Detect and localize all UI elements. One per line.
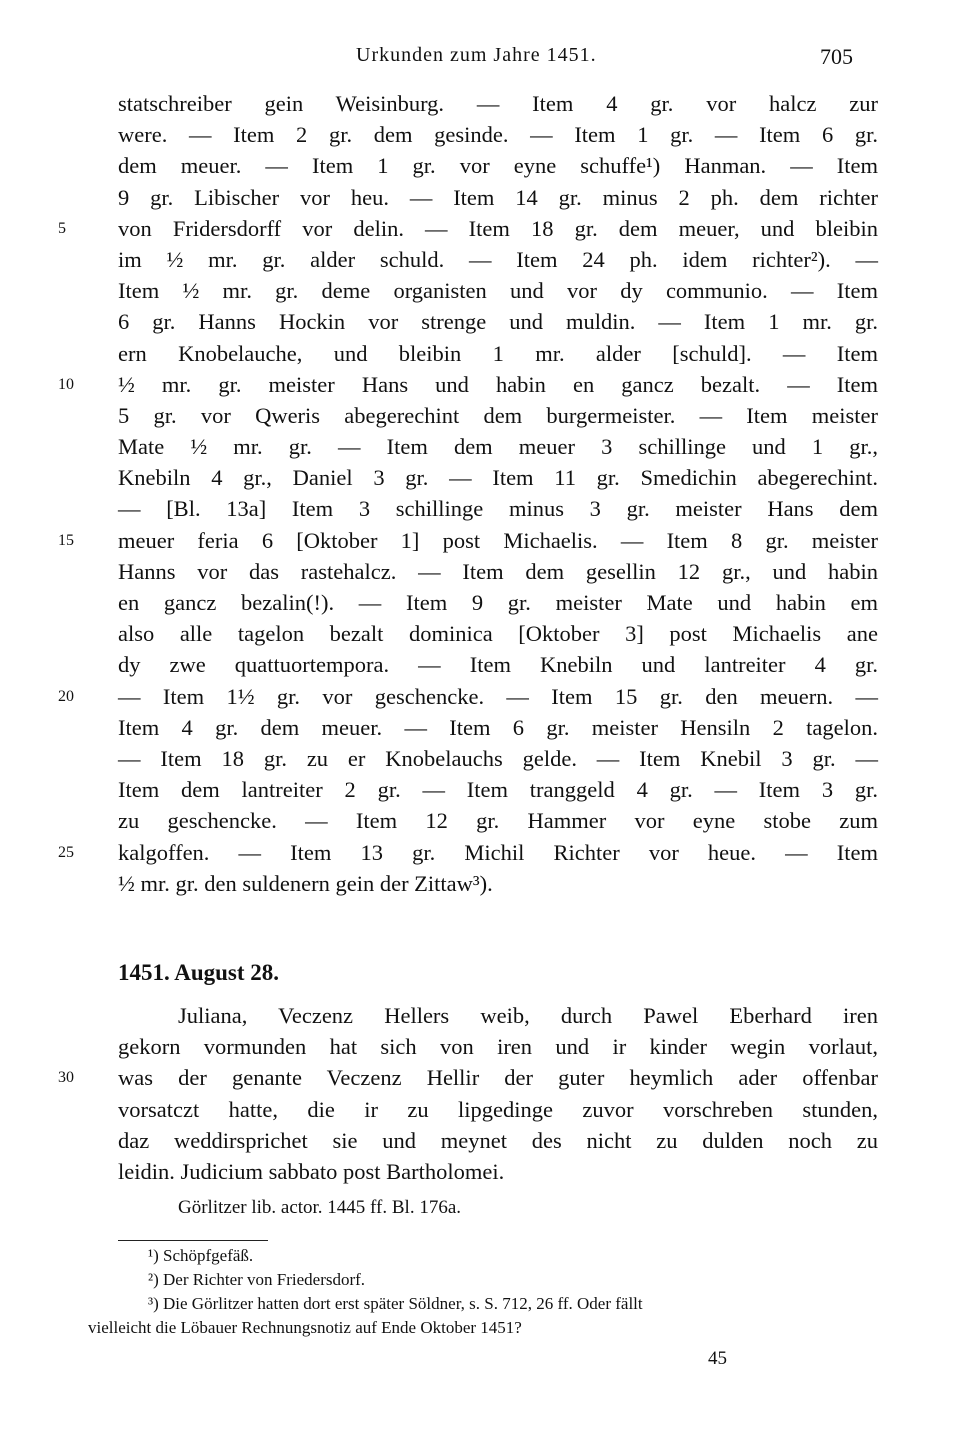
line-text: ½ mr. gr. meister Hans und habin en gancz bezalt. — Item xyxy=(118,371,878,397)
line-text: also alle tagelon bezalt dominica [Oktober 3] post Michaelis ane xyxy=(118,621,878,647)
line-text: vorsatczt hatte, die ir zu lipgedinge zuvor vorschreben stunden, xyxy=(118,1096,878,1122)
line-text: 9 gr. Libischer vor heu. — Item 14 gr. minus 2 ph. dem richter xyxy=(118,184,878,210)
text-line xyxy=(118,1156,878,1187)
line-text: dem meuer. — Item 1 gr. vor eyne schuffe¹) Hanman. — Item xyxy=(118,153,878,179)
line-text: daz weddirsprichet sie und meynet des nicht zu dulden noch zu xyxy=(118,1127,878,1153)
line-text: meuer feria 6 [Oktober 1] post Michaelis. — Item 8 gr. meister xyxy=(118,527,878,553)
line-text: en gancz bezalin(!). — Item 9 gr. meister Mate und habin em xyxy=(118,590,878,615)
footnote-3-line-2: vielleicht die Löbauer Rechnungsnotiz auf Ende Oktober 1451? xyxy=(88,1318,522,1337)
line-text: Hanns vor das rastehalcz. — Item dem gesellin 12 gr., und habin xyxy=(118,558,878,584)
line-text: statschreiber gein Weisinburg. — Item 4 gr. vor halcz zur xyxy=(118,91,878,116)
text-line xyxy=(118,338,878,369)
text-line xyxy=(58,1062,878,1093)
footnote-2: ²) Der Richter von Friedersdorf. xyxy=(148,1270,366,1289)
page-number: 705 xyxy=(820,44,853,69)
entry-text xyxy=(58,1000,878,1187)
line-text: 6 gr. Hanns Hockin vor strenge und muldin. — Item 1 mr. gr. xyxy=(118,309,878,335)
footnote-3-line-1: ³) Die Görlitzer hatten dort erst später Söldner, s. S. 712, 26 ff. Oder fällt xyxy=(148,1294,643,1313)
line-text: were. — Item 2 gr. dem gesinde. — Item 1 gr. — Item 6 gr. xyxy=(118,122,878,148)
text-line xyxy=(118,275,878,306)
text-line xyxy=(118,1125,878,1156)
line-text: Item 4 gr. dem meuer. — Item 6 gr. meister Hensiln 2 tagelon. xyxy=(118,714,878,740)
line-text: gekorn vormunden hat sich von iren und ir kinder wegin vorlaut, xyxy=(118,1034,878,1060)
line-text: Juliana, Veczenz Hellers weib, durch Pawel Eberhard iren xyxy=(178,1003,878,1028)
footnote-1: ¹) Schöpfgefäß. xyxy=(148,1246,254,1265)
text-line xyxy=(118,1000,878,1031)
text-line xyxy=(118,712,878,743)
text-line xyxy=(118,244,878,275)
entry-date-heading: 1451. August 28. xyxy=(118,960,280,985)
line-text: dy zwe quattuortempora. — Item Knebiln und lantreiter 4 gr. xyxy=(118,652,878,678)
text-line xyxy=(118,431,878,462)
line-number: 5 xyxy=(58,219,66,237)
text-line xyxy=(118,400,878,431)
line-text: Item dem lantreiter 2 gr. — Item tranggeld 4 gr. — Item 3 gr. xyxy=(118,777,878,803)
line-text: im ½ mr. gr. alder schuld. — Item 24 ph. idem richter²). — xyxy=(118,246,878,272)
text-line xyxy=(118,618,878,649)
body-text xyxy=(58,88,878,899)
text-line xyxy=(118,556,878,587)
text-line xyxy=(118,1094,878,1125)
text-line xyxy=(118,743,878,774)
line-text: ½ mr. gr. den suldenern gein der Zittaw³). xyxy=(118,870,493,896)
line-text: von Fridersdorff vor delin. — Item 18 gr. dem meuer, und bleibin xyxy=(118,215,878,241)
text-line xyxy=(118,587,878,618)
line-number: 30 xyxy=(58,1069,74,1087)
text-line xyxy=(58,837,878,868)
line-text: Item ½ mr. gr. deme organisten und vor dy communio. — Item xyxy=(118,278,878,304)
line-text: Mate ½ mr. gr. — Item dem meuer 3 schillinge und 1 gr., xyxy=(118,434,878,460)
text-line xyxy=(58,213,878,244)
text-line xyxy=(118,493,878,524)
line-text: 5 gr. vor Qweris abegerechint dem burgermeister. — Item meister xyxy=(118,402,878,428)
line-text: Knebiln 4 gr., Daniel 3 gr. — Item 11 gr. Smedichin abegerechint. xyxy=(118,465,878,491)
source-citation: Görlitzer lib. actor. 1445 ff. Bl. 176a. xyxy=(178,1197,462,1218)
line-number: 20 xyxy=(58,687,74,705)
line-text: — Item 1½ gr. vor geschencke. — Item 15 gr. den meuern. — xyxy=(118,683,878,709)
line-text: zu geschencke. — Item 12 gr. Hammer vor eyne stobe zum xyxy=(118,808,878,834)
text-line xyxy=(118,306,878,337)
text-line xyxy=(118,1031,878,1062)
text-line xyxy=(118,774,878,805)
line-text: ern Knobelauche, und bleibin 1 mr. alder [schuld]. — Item xyxy=(118,340,878,366)
line-text: — [Bl. 13a] Item 3 schillinge minus 3 gr. meister Hans dem xyxy=(118,496,878,522)
line-number: 10 xyxy=(58,375,74,393)
text-line xyxy=(118,119,878,150)
footnotes xyxy=(88,1244,878,1340)
line-number: 25 xyxy=(58,843,74,861)
text-line xyxy=(58,525,878,556)
printer-signature: 45 xyxy=(708,1348,727,1369)
line-text: leidin. Judicium sabbato post Bartholomei. xyxy=(118,1158,505,1184)
line-text: was der genante Veczenz Hellir der guter heymlich ader offenbar xyxy=(118,1065,878,1091)
text-line xyxy=(118,150,878,181)
text-line xyxy=(58,369,878,400)
text-line xyxy=(118,649,878,680)
line-text: kalgoffen. — Item 13 gr. Michil Richter vor heue. — Item xyxy=(118,839,878,865)
text-line xyxy=(118,462,878,493)
text-line xyxy=(118,88,878,119)
running-header-title: Urkunden zum Jahre 1451. xyxy=(356,44,597,66)
text-line xyxy=(58,681,878,712)
line-text: — Item 18 gr. zu er Knobelauchs gelde. — Item Knebil 3 gr. — xyxy=(118,745,878,771)
footnote-rule xyxy=(118,1240,268,1241)
line-number: 15 xyxy=(58,531,74,549)
text-line xyxy=(118,182,878,213)
text-line xyxy=(118,805,878,836)
text-line xyxy=(118,868,878,899)
